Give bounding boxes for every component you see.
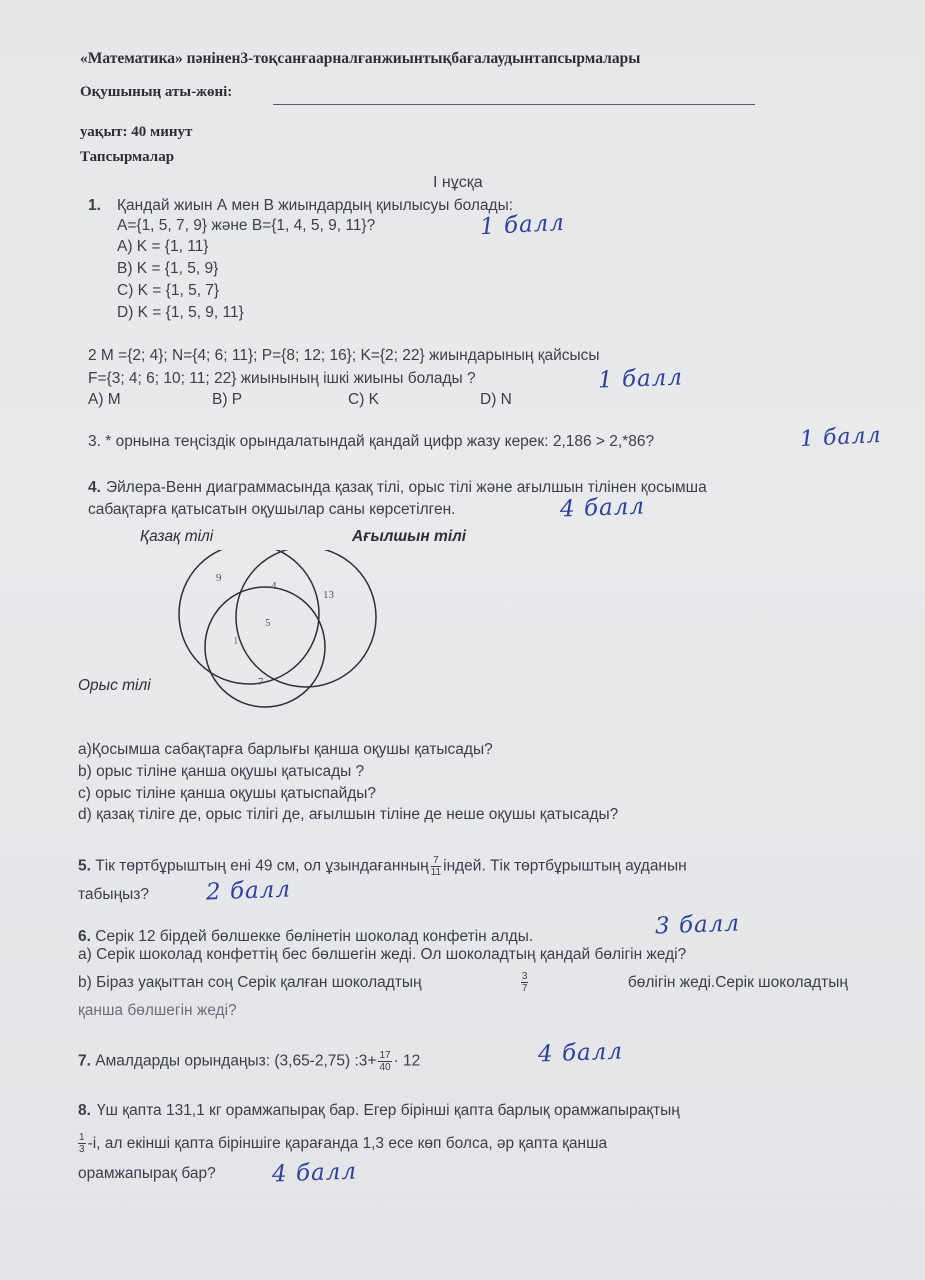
q1-option-b: B) K = {1, 5, 9} [117,260,219,277]
q4-score-handwritten: 4 балл [559,493,646,523]
q6-number: 6. [78,928,91,945]
tasks-label: Тапсырмалар [80,149,175,165]
venn-circle-russian [205,587,325,707]
q7-line [78,1050,420,1073]
variant-heading: I нұсқа [433,174,483,191]
q6-line1 [78,928,533,946]
venn-label-russian: Орыс тілі [78,677,151,694]
q4-line1: Эйлера-Венн диаграммасында қазақ тілі, орыс тілі және ағылшын тілінен қосымша [106,479,707,496]
q4-sub-d: d) қазақ тіліге де, орыс тілігі де, ағылшын тіліне де неше оқушы қатысады? [78,806,619,823]
q8-line2-text: -і, ал екінші қапта біріншіге қарағанда 1,3 есе көп болса, әр қапта қанша [87,1134,608,1152]
q8-line2 [78,1132,848,1155]
venn-circle-kazakh [179,550,319,684]
q8-number: 8. [78,1102,91,1119]
q1-number: 1. [88,197,101,214]
q2-line2: F={3; 4; 6; 10; 11; 22} жиынының ішкі жиыны болады ? [88,370,476,387]
q8-line3: орамжапырақ бар? [78,1165,216,1182]
student-name-line[interactable] [273,104,755,105]
venn-label-english: Ағылшын тілі [352,528,467,545]
q6-sub-b-line2: қанша бөлшегін жеді? [78,1002,237,1019]
q1-score-handwritten: 1 балл [479,209,566,241]
q6-sub-b-frac-den: 7 [521,983,528,994]
q3-score-handwritten: 1 балл [799,422,883,453]
q8-line1-text: Үш қапта 131,1 кг орамжапырақ бар. Егер бірінші қапта барлық орамжапырақтың [96,1102,680,1119]
q6-text: Серік 12 бірдей бөлшекке бөлінетін шоколад конфетін алды. [95,928,534,945]
q1-option-d: D) K = {1, 5, 9, 11} [117,304,244,321]
q6-sub-b-text-b: бөлігін жеді.Серік шоколадтың [627,973,848,991]
q5-text-b: індей. Тік төртбұрыштың ауданын [443,857,687,875]
q6-sub-a: а) Серік шоколад конфеттің бес бөлшегін жеді. Ол шоколадтың қандай бөлігін жеді? [78,946,687,963]
document-title: «Математика» пәнінен3-тоқсанғаарналғанжиынтықбағалаудынтапсырмалары [80,50,641,67]
q1-sets: A={1, 5, 7, 9} және B={1, 4, 5, 9, 11}? [117,217,376,234]
q7-score-handwritten: 4 балл [537,1038,624,1068]
q5-line1 [78,855,687,878]
venn-eng-only: 13 [323,589,334,601]
time-label: уақыт: 40 минут [80,124,193,140]
q4-number: 4. [88,479,101,496]
q4-sub-a: а)Қосымша сабақтарға барлығы қанша оқушы қатысады? [78,741,493,758]
q7-frac-den: 40 [379,1062,391,1073]
q8-frac-num: 1 [79,1132,85,1143]
q5-number: 5. [78,857,91,875]
q1-option-c: C) K = {1, 5, 7} [117,282,220,299]
venn-label-kazakh: Қазақ тілі [140,528,214,545]
q1-option-a: A) K = {1, 11} [117,238,209,255]
q7-number: 7. [78,1052,91,1070]
venn-rus-only: 7 [258,676,264,688]
q1-text: Қандай жиын А мен В жиындардың қиылысуы болады: [117,197,514,214]
venn-kaz-rus: 1 [233,635,239,647]
venn-all-three: 5 [265,617,271,629]
venn-circle-english [236,550,376,687]
q5-frac-num: 7 [431,855,441,867]
q5-text-a: Тік төртбұрыштың ені 49 см, ол ұзындағанның [95,857,429,875]
q5-score-handwritten: 2 балл [205,876,292,906]
venn-kaz-eng: 4 [271,580,277,592]
q7-fraction [378,1050,391,1073]
q4-line2: сабақтарға қатысатын оқушылар саны көрсетілген. [88,501,456,518]
q3-text: 3. * орнына теңсіздік орындалатындай қандай цифр жазу керек: 2,186 > 2,*86? [88,433,655,450]
student-name-label: Оқушының аты-жөні: [80,84,233,100]
q2-option-b: B) P [212,391,243,408]
q6-sub-b-fraction [521,971,529,994]
q8-line1 [78,1102,848,1120]
q8-fraction [78,1132,86,1155]
q7-text-a: Амалдарды орындаңыз: (3,65-2,75) :3+ [95,1052,377,1070]
q2-line1: 2 M ={2; 4}; N={4; 6; 11}; P={8; 12; 16}; K={2; 22} жиындарының қайсысы [88,347,600,364]
q8-score-handwritten: 4 балл [271,1158,358,1188]
q4-sub-b: b) орыс тіліне қанша оқушы қатысады ? [78,763,365,780]
q6-sub-b-text-a: b) Біраз уақыттан соң Серік қалған шоколадтың [78,973,422,991]
q6-score-handwritten: 3 балл [654,910,741,940]
q5-fraction [431,855,441,878]
q7-text-b: · 12 [393,1052,421,1070]
q7-frac-num: 17 [379,1050,391,1061]
q6-sub-b-frac-num: 3 [521,971,528,982]
venn-kaz-only: 9 [216,572,222,584]
q6-sub-b-line1 [78,971,848,994]
q2-option-d: D) N [480,391,512,408]
q5-line2: табыңыз? [78,886,149,903]
q4-sub-c: c) орыс тіліне қанша оқушы қатыспайды? [78,785,377,802]
q2-option-c: C) K [348,391,379,408]
venn-diagram [170,550,385,720]
q8-frac-den: 3 [79,1144,85,1155]
q2-score-handwritten: 1 балл [597,364,684,394]
q2-option-a: A) M [88,391,121,408]
q5-frac-den: 11 [430,867,442,878]
